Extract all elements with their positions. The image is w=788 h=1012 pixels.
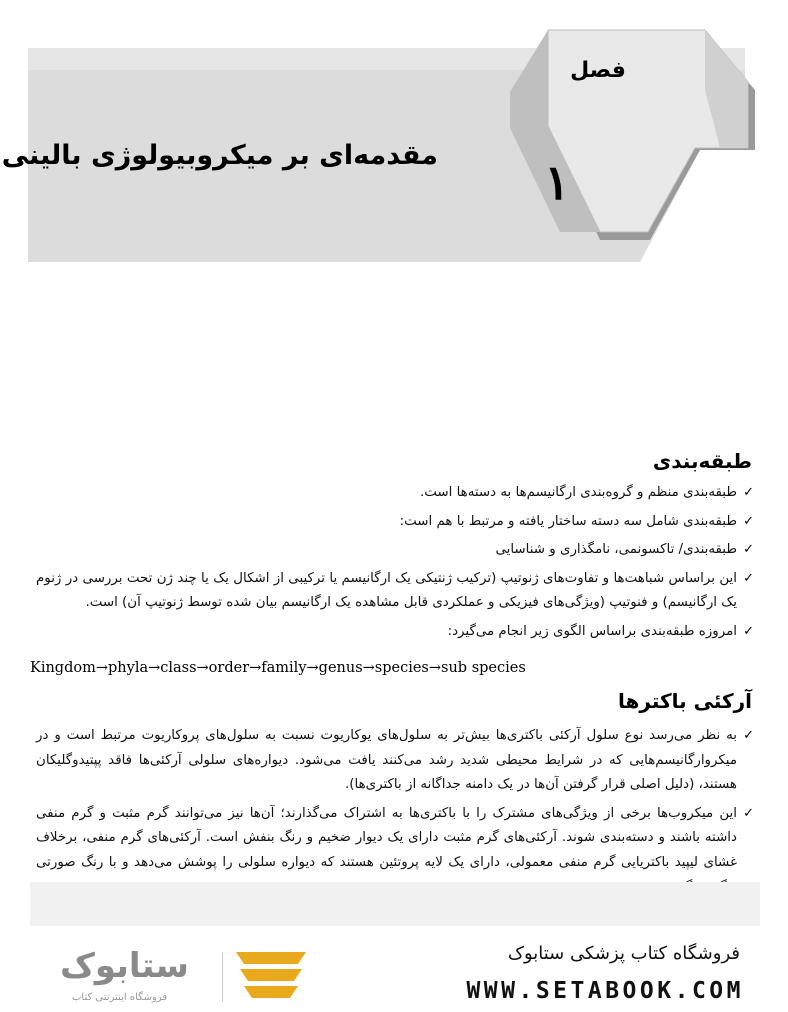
store-url[interactable]: WWW.SETABOOK.COM xyxy=(466,978,744,1004)
classification-chain: Kingdom→phyla→class→order→family→genus→species→sub species xyxy=(30,660,526,676)
check-icon: ✓ xyxy=(743,485,754,500)
list-item: ✓ این براساس شباهت‌ها و تفاوت‌های ژنوتیپ (ترکیب ژنتیکی یک ارگانیسم یا ترکیبی از اشکال یک یا چند ژن تحت بررسی در ژنوم یک ارگانیسم) و فنوتیپ (ویژگی‌های فیزیکی و عملکردی قابل مشاهده یک ارگانیسم بیان شده توسط ژنوتیپ آن) است. xyxy=(36,567,754,616)
chapter-number: ۱ xyxy=(544,155,570,211)
page-title: مقدمه‌ای بر میکروبیولوژی بالینی xyxy=(1,140,438,171)
setabook-logo-icon xyxy=(232,948,310,1006)
list-item: ✓ امروزه طبقه‌بندی براساس الگوی زیر انجام می‌گیرد: xyxy=(36,620,754,645)
check-icon: ✓ xyxy=(743,513,754,529)
check-icon: ✓ xyxy=(743,805,754,821)
logo-separator xyxy=(222,952,223,1002)
list-item: ✓ به نظر می‌رسد نوع سلول آرکئی باکتری‌ها بیش‌تر به سلول‌های یوکاریوت نسبت به سلول‌های پروکاریوت مرتبط است و در میکروارگانیسم‌هایی که در شرایط محیطی شدید رشد می‌کنند یافت می‌شود. دیواره‌های سلولی آرکئی‌ها فاقد پپتیدوگلیکان هستند، (دلیل اصلی قرار گرفتن آن‌ها در یک دامنه جداگانه از باکتری‌ها). xyxy=(36,724,754,798)
check-icon: ✓ xyxy=(743,570,754,586)
check-icon: ✓ xyxy=(743,623,754,639)
list-item: ✓ طبقه‌بندی منظم و گروه‌بندی ارگانیسم‌ها به دسته‌ها است. xyxy=(36,481,754,506)
check-icon: ✓ xyxy=(743,542,754,558)
logo-text: ستابوک xyxy=(60,946,189,986)
chapter-label: فصل xyxy=(570,58,626,83)
store-name: فروشگاه کتاب پزشکی ستابوک xyxy=(507,943,740,964)
logo-subtitle: فروشگاه اینترنتی کتاب xyxy=(72,992,168,1003)
list-item: ✓ طبقه‌بندی شامل سه دسته ساختار یافته و مرتبط با هم است: xyxy=(36,510,754,535)
section-heading-classification: طبقه‌بندی xyxy=(652,449,752,473)
list-item: ✓ این میکروب‌ها برخی از ویژگی‌های مشترک را با باکتری‌ها به اشتراک می‌گذارند؛ آن‌ها نیز می‌توانند گرم مثبت و گرم منفی داشته باشند و دسته‌بندی شوند. آرکئی‌های گرم مثبت دارای یک دیوار ضخیم و رنگ بنفش است. آرکئی‌های گرم منفی، برخلاف غشای لیپید باکتریایی گرم منفی معمولی، دارای یک لایه پروتئین هستند که دیواره سلولی را پوشش می‌دهد و با رنگ صورتی xyxy=(36,802,754,900)
check-icon: ✓ xyxy=(743,728,754,743)
list-item: ✓ طبقه‌بندی/ تاکسونمی، نامگذاری و شناسایی xyxy=(36,538,754,563)
footer-band xyxy=(30,882,760,926)
section-heading-archaea: آرکئی باکترها xyxy=(618,689,752,713)
classification-list xyxy=(36,481,754,645)
